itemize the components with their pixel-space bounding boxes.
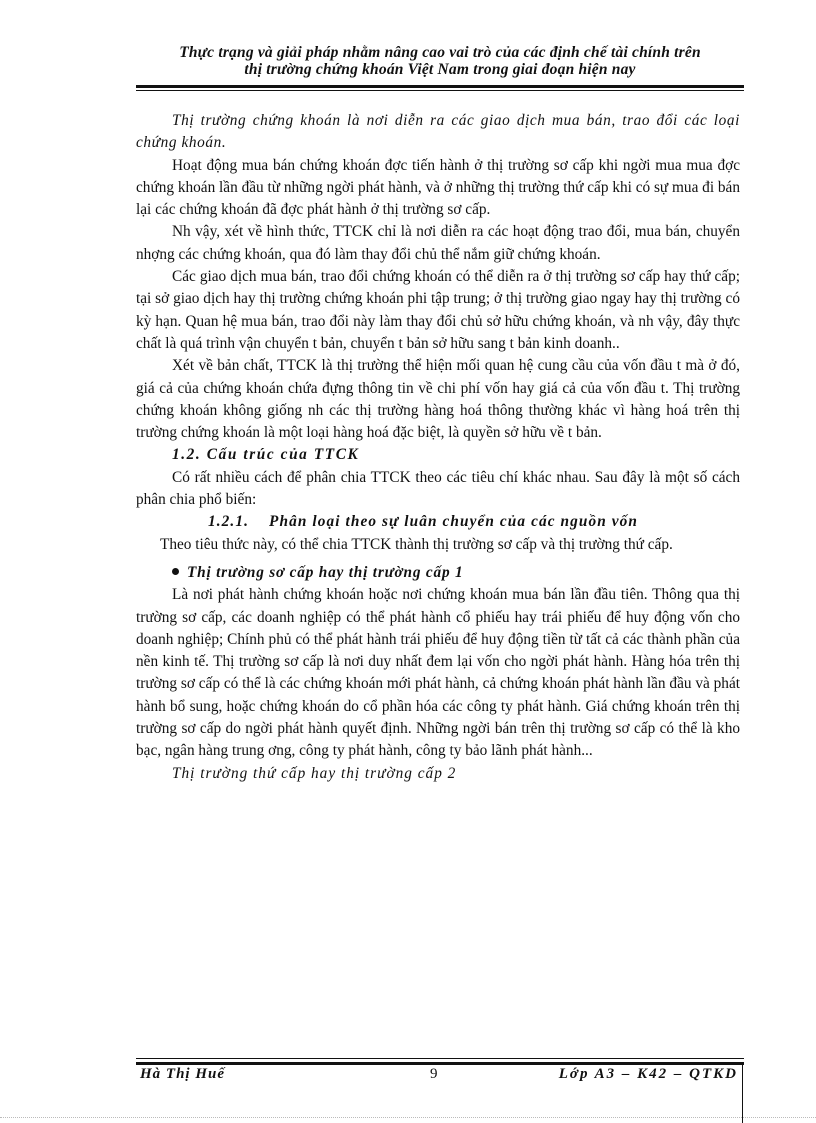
paragraph: Là nơi phát hành chứng khoán hoặc nơi chứng khoán mua bán lần đầu tiên. Thông qua thị trường sơ cấp, các doanh nghiệp có thể phát hành cổ phiếu hay trái phiếu để huy động vốn cho doanh nghiệp; Chính phủ có thể phát hành trái phiếu để huy động tiền từ tất cả các thành phần của nền kinh tế. Thị trường sơ cấp là nơi duy nhất đem lại vốn cho ngời phát hành. Hàng hóa trên thị trường sơ cấp có thể là các chứng khoán mới phát hành, cả chứng khoán phát hành lần đầu và phát hành bổ sung, hoặc chứng khoán do cổ phần hóa các công ty phát hành. Giá chứng khoán trên thị trường sơ cấp do ngời phát hành quyết định. Những ngời bán trên thị trường sơ cấp có thể là kho bạc, ngân hàng trung ơng, công ty phát hành, công ty bảo lãnh phát hành... — [136, 586, 740, 760]
subsection-title: Phân loại theo sự luân chuyển của các nguồn vốn — [269, 513, 639, 531]
paragraph-definition: Thị trường chứng khoán là nơi diễn ra các giao dịch mua bán, trao đổi các loại chứng khoán. — [136, 112, 740, 152]
footer-rule-thin — [136, 1058, 744, 1059]
bullet-text: Thị trường sơ cấp hay thị trường cấp 1 — [187, 563, 464, 581]
paragraph: Có rất nhiều cách để phân chia TTCK theo các tiêu chí khác nhau. Sau đây là một số cách phân chia phổ biến: — [136, 468, 740, 509]
running-header — [130, 44, 750, 78]
paragraph: Nh vậy, xét về hình thức, TTCK chỉ là nơi diễn ra các hoạt động trao đổi, mua bán, chuyển nhợng các chứng khoán, qua đó làm thay đổi chủ thể nắm giữ chứng khoán. — [136, 223, 740, 263]
margin-line — [742, 1062, 743, 1123]
header-line-1: Thực trạng và giải pháp nhằm nâng cao vai trò của các định chế tài chính trên — [179, 44, 701, 61]
bullet-icon — [172, 568, 179, 575]
paragraph: Hoạt động mua bán chứng khoán đợc tiến hành ở thị trường sơ cấp khi ngời mua mua đợc chứng khoán lần đầu từ những ngời phát hành, và ở những thị trường thứ cấp khi có sự mua đi bán lại các chứng khoán đã đợc phát hành ở thị trường sơ cấp. — [136, 156, 740, 219]
footer-class: Lớp A3 – K42 – QTKD — [558, 1066, 738, 1082]
section-heading: 1.2. Cấu trúc của TTCK — [172, 446, 360, 464]
subsection-heading — [136, 511, 740, 533]
bullet-heading — [136, 562, 740, 584]
body-text — [136, 110, 740, 785]
footer-author: Hà Thị Huế — [140, 1066, 226, 1082]
paragraph: Theo tiêu thức này, có thể chia TTCK thành thị trường sơ cấp và thị trường thứ cấp. — [160, 535, 673, 553]
paragraph: Các giao dịch mua bán, trao đổi chứng khoán có thể diễn ra ở thị trường sơ cấp hay thứ cấp; tại sở giao dịch hay thị trường chứng khoán phi tập trung; ở thị trường giao ngay hay thị trường có kỳ hạn. Quan hệ mua bán, trao đổi này làm thay đổi chủ sở hữu chứng khoán, và nh vậy, đây thực chất là quá trình vận chuyển t bản, chuyển t bản sở hữu sang t bản kinh doanh.. — [136, 268, 740, 352]
header-rule-thin — [136, 90, 744, 91]
header-line-2: thị trường chứng khoán Việt Nam trong giai đoạn hiện nay — [244, 61, 636, 78]
running-footer — [136, 1064, 740, 1084]
next-heading: Thị trường thứ cấp hay thị trường cấp 2 — [172, 764, 457, 782]
paragraph: Xét về bản chất, TTCK là thị trường thể hiện mối quan hệ cung cầu của vốn đầu t mà ở đó, giá cả của chứng khoán chứa đựng thông tin về chi phí vốn hay giá cả của vốn đầu t. Thị trường chứng khoán không giống nh các thị trường hàng hoá thông thường khác vì hàng hoá trên thị trường chứng khoán là một loại hàng hoá đặc biệt, là quyền sở hữu về t bản. — [136, 357, 740, 442]
header-rule-thick — [136, 85, 744, 88]
page-edge-dotted — [0, 1117, 816, 1118]
page-number: 9 — [430, 1066, 438, 1082]
subsection-number: 1.2.1. — [208, 513, 250, 531]
